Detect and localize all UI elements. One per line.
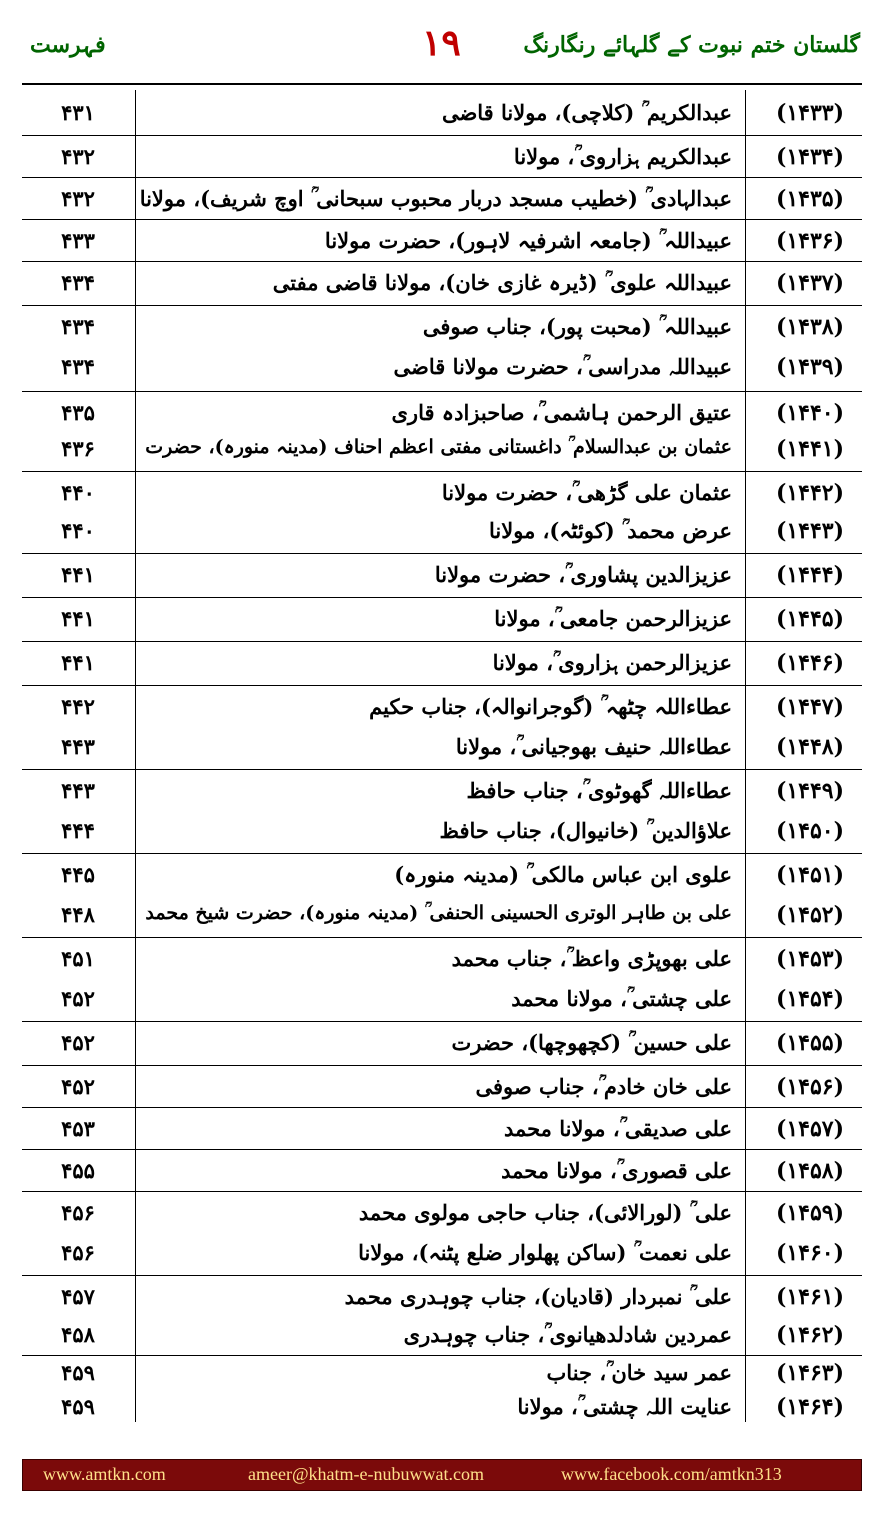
index-label: فہرست [30,32,106,58]
footer-email-link[interactable]: ameer@khatm-e-nubuwwat.com [248,1464,484,1484]
index-row [22,1024,862,1062]
entry-page: ۴۴۳ [61,778,95,803]
entry-page: ۴۳۵ [61,400,95,425]
entry-name: علی ؒ (لورالائی)، جناب حاجی مولوی محمد [358,1200,732,1225]
index-group [22,1192,862,1276]
index-row [22,812,862,850]
entry-page: ۴۴۱ [61,650,95,675]
index-row [22,138,862,176]
index-row [22,474,862,512]
entry-name: علی نعمت ؒ (ساکن پھلوار ضلع پٹنہ)، مولانا [358,1240,732,1265]
index-row [22,644,862,682]
entry-page: ۴۵۲ [61,1074,95,1099]
entry-name: عطاءاللہ حنیف بھوجیانی ؒ، مولانا [455,734,732,759]
entry-number: (۱۴۴۶) [775,650,845,676]
entry-name: علی ؒ نمبردار (قادیان)، جناب چوہدری محمد [344,1284,732,1309]
entry-number: (۱۴۴۴) [775,562,845,588]
page-number: ۱۹ [422,22,461,64]
entry-number: (۱۴۵۳) [775,946,845,972]
index-row [22,394,862,432]
index-group [22,854,862,938]
entry-number: (۱۴۳۳) [775,100,845,126]
index-group [22,306,862,392]
index-row [22,264,862,302]
book-title: گلستان ختم نبوت کے گلہائے رنگارنگ [523,32,860,58]
entry-name: عرض محمد ؒ (کوئٹہ)، مولانا [489,518,732,543]
entry-number: (۱۴۳۷) [775,270,845,296]
footer-facebook-link[interactable]: www.facebook.com/amtkn313 [561,1464,782,1484]
index-row [22,600,862,638]
entry-page: ۴۳۲ [61,186,95,211]
entry-page: ۴۴۰ [61,518,95,543]
entry-number: (۱۴۵۲) [775,902,845,928]
index-row [22,556,862,594]
index-group [22,770,862,854]
index-row [22,1354,862,1392]
entry-number: (۱۴۳۹) [775,354,845,380]
index-group [22,136,862,178]
entry-page: ۴۳۱ [61,100,95,125]
entry-number: (۱۴۶۰) [775,1240,845,1266]
entry-page: ۴۴۴ [61,818,95,843]
column-divider-page [135,90,136,1422]
entry-name: عبدالکریم ؒ (کلاچی)، مولانا قاضی [441,100,732,125]
index-group [22,598,862,642]
index-row [22,1068,862,1106]
entry-name: عثمان علی گڑھی ؒ، حضرت مولانا [441,480,732,505]
index-group [22,686,862,770]
entry-number: (۱۴۴۸) [775,734,845,760]
entry-number: (۱۴۶۴) [775,1394,845,1420]
index-table [22,90,862,1422]
entry-name: علی بن طاہر الوتری الحسینی الحنفی ؒ (مدینہ منورہ)، حضرت شیخ محمد [145,902,732,924]
index-group [22,1276,862,1356]
index-group [22,554,862,598]
index-row [22,896,862,934]
index-group [22,392,862,472]
entry-page: ۴۳۳ [61,228,95,253]
entry-number: (۱۴۶۱) [775,1284,845,1310]
entry-page: ۴۵۶ [61,1200,95,1225]
index-row [22,308,862,346]
footer-website-link[interactable]: www.amtkn.com [43,1464,166,1484]
entry-number: (۱۴۵۴) [775,986,845,1012]
entry-number: (۱۴۳۵) [775,186,845,212]
index-row [22,1152,862,1190]
index-row [22,980,862,1018]
entry-page: ۴۴۱ [61,606,95,631]
entry-page: ۴۴۲ [61,694,95,719]
entry-number: (۱۴۵۹) [775,1200,845,1226]
entry-name: علی صدیقی ؒ، مولانا محمد [503,1116,732,1141]
index-row [22,1316,862,1354]
entry-name: علی چشتی ؒ، مولانا محمد [511,986,732,1011]
index-group [22,90,862,136]
index-group [22,938,862,1022]
entry-number: (۱۴۴۹) [775,778,845,804]
entry-number: (۱۴۶۳) [775,1360,845,1386]
index-row [22,94,862,132]
index-group [22,1356,862,1422]
entry-page: ۴۵۲ [61,986,95,1011]
entry-number: (۱۴۴۷) [775,694,845,720]
index-group [22,1108,862,1150]
entry-number: (۱۴۳۸) [775,314,845,340]
entry-number: (۱۴۵۸) [775,1158,845,1184]
index-row [22,1194,862,1232]
index-row [22,222,862,260]
entry-name: علوی ابن عباس مالکی ؒ (مدینہ منورہ) [394,862,732,887]
index-group [22,262,862,306]
footer-bar [22,1459,862,1491]
entry-number: (۱۴۴۱) [775,436,845,462]
entry-name: عبیداللہ ؒ (جامعہ اشرفیہ لاہور)، حضرت مولانا [324,228,732,253]
entry-number: (۱۴۶۲) [775,1322,845,1348]
entry-page: ۴۴۸ [61,902,95,927]
entry-name: علی خان خادم ؒ، جناب صوفی [475,1074,732,1099]
index-row [22,940,862,978]
entry-page: ۴۵۸ [61,1322,95,1347]
entry-name: عبدالہادی ؒ (خطیب مسجد دربار محبوب سبحانی ؒ اوچ شریف)، مولانا [139,186,732,211]
index-row [22,1278,862,1316]
entry-number: (۱۴۵۱) [775,862,845,888]
entry-number: (۱۴۵۶) [775,1074,845,1100]
header-rule [22,83,862,85]
entry-number: (۱۴۵۵) [775,1030,845,1056]
entry-name: عطاءاللہ چٹھہ ؒ (گوجرانوالہ)، جناب حکیم [369,694,732,719]
entry-name: عزیزالرحمن جامعی ؒ، مولانا [494,606,732,631]
index-group [22,1066,862,1108]
index-row [22,772,862,810]
index-row [22,1234,862,1272]
entry-page: ۴۳۶ [61,436,95,461]
index-row [22,728,862,766]
entry-name: عمردین شادلدھیانوی ؒ، جناب چوہدری [403,1322,732,1347]
entry-name: عزیزالرحمن ہزاروی ؒ، مولانا [492,650,732,675]
entry-name: عبیداللہ علوی ؒ (ڈیرہ غازی خان)، مولانا قاضی مفتی [272,270,732,295]
entry-number: (۱۴۵۷) [775,1116,845,1142]
entry-name: عطاءاللہ گھوٹوی ؒ، جناب حافظ [466,778,732,803]
entry-page: ۴۵۶ [61,1240,95,1265]
page-header [22,20,862,76]
entry-page: ۴۵۱ [61,946,95,971]
index-row [22,688,862,726]
entry-page: ۴۳۴ [61,270,95,295]
entry-name: عزیزالدین پشاوری ؒ، حضرت مولانا [434,562,732,587]
entry-name: عبیداللہ ؒ (محبت پور)، جناب صوفی [422,314,732,339]
index-group [22,642,862,686]
entry-page: ۴۵۷ [61,1284,95,1309]
entry-name: علی بھوپڑی واعظ ؒ، جناب محمد [451,946,732,971]
entry-page: ۴۴۳ [61,734,95,759]
entry-name: عبدالکریم ہزاروی ؒ، مولانا [513,144,732,169]
entry-page: ۴۴۰ [61,480,95,505]
entry-number: (۱۴۴۰) [775,400,845,426]
entry-number: (۱۴۳۶) [775,228,845,254]
index-row [22,430,862,468]
entry-number: (۱۴۴۲) [775,480,845,506]
entry-number: (۱۴۴۳) [775,518,845,544]
index-row [22,1388,862,1426]
entry-name: عنایت اللہ چشتی ؒ، مولانا [517,1394,732,1419]
entry-name: علی حسین ؒ (کچھوچھا)، حضرت [451,1030,732,1055]
index-group [22,1150,862,1192]
entry-name: عمر سید خان ؒ، جناب [546,1360,732,1385]
index-row [22,512,862,550]
entry-number: (۱۴۴۵) [775,606,845,632]
entry-page: ۴۵۹ [61,1394,95,1419]
entry-name: عبیداللہ مدراسی ؒ، حضرت مولانا قاضی [393,354,732,379]
entry-number: (۱۴۵۰) [775,818,845,844]
entry-page: ۴۵۵ [61,1158,95,1183]
entry-number: (۱۴۳۴) [775,144,845,170]
index-group [22,1022,862,1066]
entry-name: علی قصوری ؒ، مولانا محمد [501,1158,732,1183]
entry-page: ۴۴۱ [61,562,95,587]
entry-page: ۴۳۴ [61,314,95,339]
column-divider-number [745,90,746,1422]
entry-name: علاؤالدین ؒ (خانیوال)، جناب حافظ [439,818,732,843]
entry-page: ۴۳۴ [61,354,95,379]
index-group [22,220,862,262]
index-row [22,856,862,894]
entry-page: ۴۵۳ [61,1116,95,1141]
entry-page: ۴۵۹ [61,1360,95,1385]
index-group [22,472,862,554]
index-row [22,348,862,386]
entry-page: ۴۴۵ [61,862,95,887]
entry-page: ۴۵۲ [61,1030,95,1055]
entry-name: عثمان بن عبدالسلام ؒ داغستانی مفتی اعظم احناف (مدینہ منورہ)، حضرت [145,436,732,458]
index-group [22,178,862,220]
index-row [22,180,862,218]
entry-name: عتیق الرحمن ہاشمی ؒ، صاحبزادہ قاری [391,400,732,425]
entry-page: ۴۳۲ [61,144,95,169]
index-row [22,1110,862,1148]
